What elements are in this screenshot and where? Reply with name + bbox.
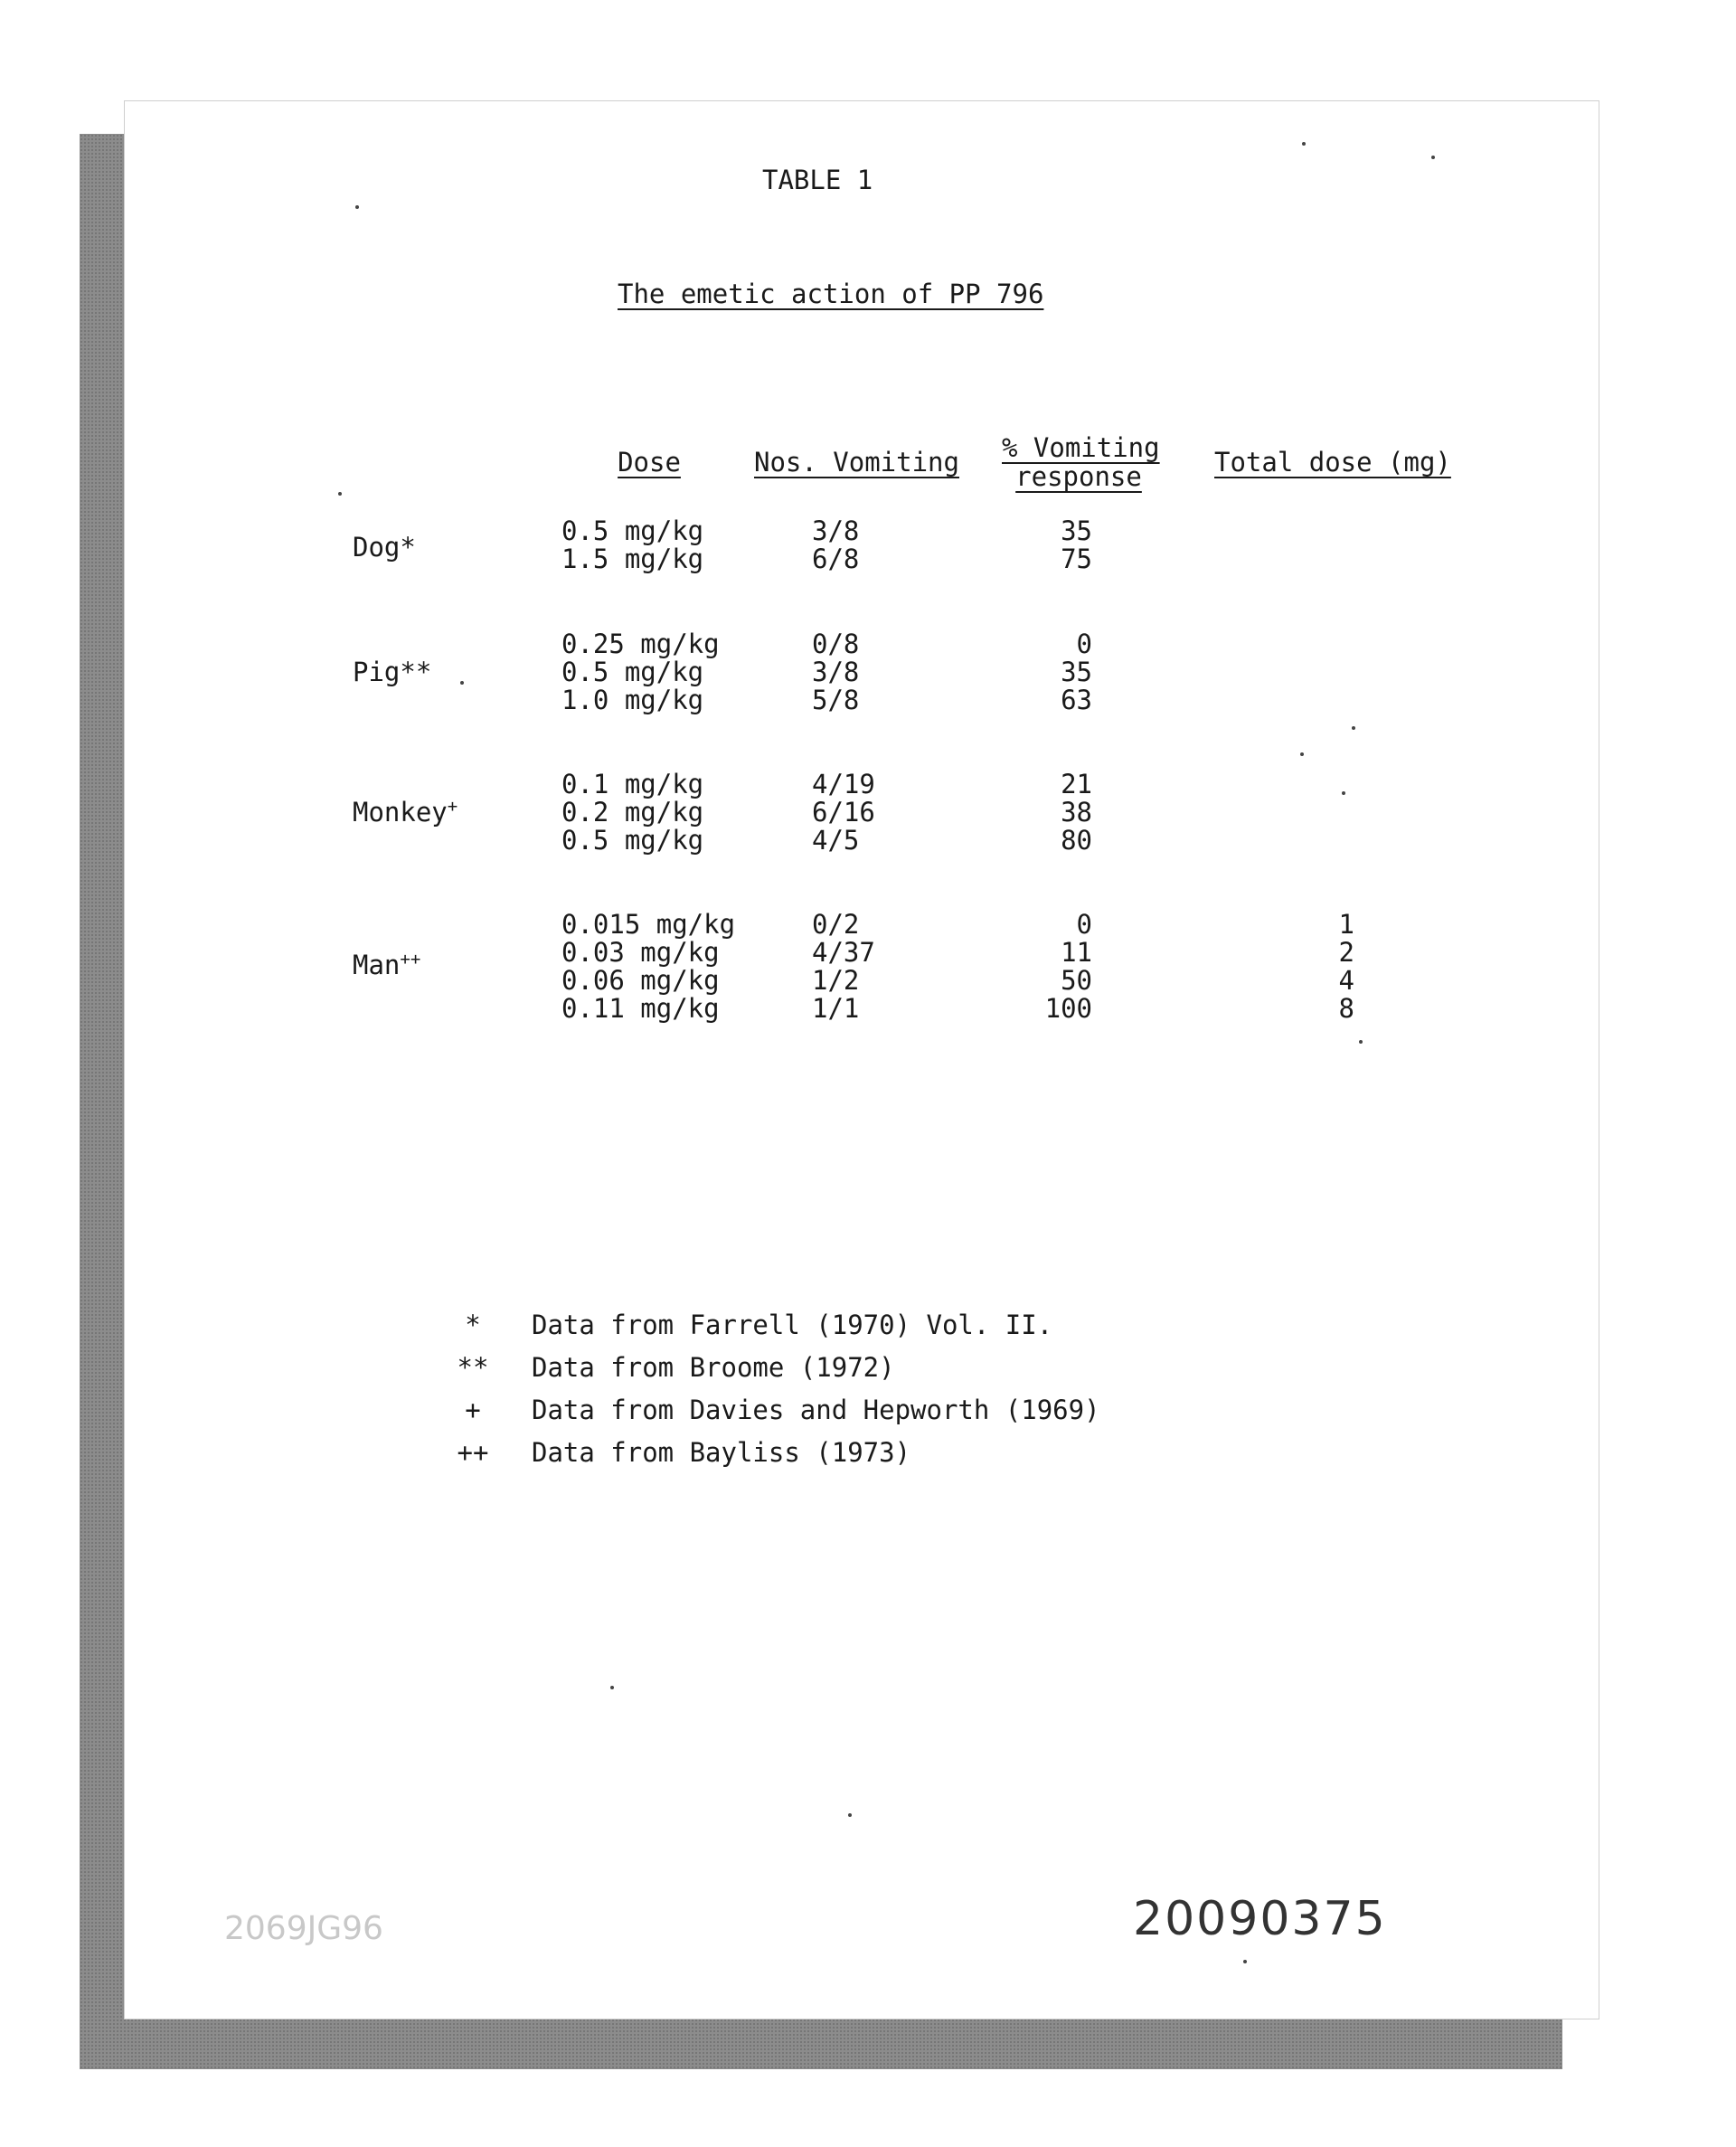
- scan-speck: [1243, 1960, 1247, 1963]
- man-doses: 0.015 mg/kg 0.03 mg/kg 0.06 mg/kg 0.11 mg/kg: [561, 909, 736, 1024]
- row-label-pig: Pig**: [353, 657, 432, 687]
- footnote-symbol: +: [465, 1395, 481, 1425]
- dog-pct-response: 35 75: [1061, 515, 1092, 574]
- footnote-text: Data from Broome (1972): [532, 1352, 895, 1383]
- man-pct-response: 0 11 50 100: [1044, 909, 1092, 1024]
- row-label-man: Man++: [353, 949, 421, 980]
- scan-speck: [1300, 752, 1304, 756]
- footnote-symbol: **: [457, 1352, 489, 1383]
- scan-speck: [1302, 142, 1306, 146]
- scan-speck: [355, 205, 359, 209]
- footnote-symbols: [432, 1304, 514, 1474]
- column-header-dose: Dose: [618, 447, 681, 478]
- column-header-nos-vomiting: Nos. Vomiting: [754, 447, 959, 478]
- scan-speck: [1431, 156, 1435, 159]
- pig-nos-vomiting: 0/8 3/8 5/8: [812, 629, 860, 715]
- pig-pct-response: 0 35 63: [1061, 629, 1092, 715]
- scan-speck: [848, 1813, 852, 1817]
- footnote-text: Data from Farrell (1970) Vol. II.: [532, 1310, 1053, 1340]
- man-nos-vomiting: 0/2 4/37 1/2 1/1: [812, 909, 875, 1024]
- scan-speck: [1352, 726, 1355, 730]
- column-header-pct-vomiting-line2: response: [1015, 461, 1142, 492]
- column-header-total-dose: Total dose (mg): [1214, 447, 1451, 478]
- man-total-dose: 1 2 4 8: [1338, 909, 1354, 1024]
- scan-speck: [610, 1686, 614, 1689]
- row-label-monkey: Monkey+: [353, 796, 458, 828]
- table-title: The emetic action of PP 796: [618, 279, 1044, 309]
- footnote-symbol: *: [465, 1310, 481, 1340]
- scan-speck: [460, 681, 464, 685]
- document-page: [124, 100, 1599, 2019]
- column-header-pct-vomiting-line1: % Vomiting: [1002, 432, 1160, 463]
- footnote-text: Data from Bayliss (1973): [532, 1437, 911, 1468]
- table-label: TABLE 1: [762, 165, 873, 195]
- footnote-texts: [532, 1304, 1100, 1474]
- footnote-symbol: ++: [457, 1437, 489, 1468]
- pig-doses: 0.25 mg/kg 0.5 mg/kg 1.0 mg/kg: [561, 629, 720, 715]
- scan-speck: [1342, 791, 1345, 795]
- dog-doses: 0.5 mg/kg 1.5 mg/kg: [561, 515, 704, 574]
- scan-speck: [338, 492, 342, 496]
- document-number: 20090375: [1133, 1892, 1387, 1946]
- monkey-doses: 0.1 mg/kg 0.2 mg/kg 0.5 mg/kg: [561, 769, 704, 856]
- row-label-dog: Dog*: [353, 532, 416, 563]
- faint-stamp-number: 2069JG96: [224, 1910, 383, 1947]
- monkey-nos-vomiting: 4/19 6/16 4/5: [812, 769, 875, 856]
- footnote-text: Data from Davies and Hepworth (1969): [532, 1395, 1100, 1425]
- monkey-pct-response: 21 38 80: [1061, 769, 1092, 856]
- scan-speck: [1359, 1040, 1363, 1044]
- dog-nos-vomiting: 3/8 6/8: [812, 515, 860, 574]
